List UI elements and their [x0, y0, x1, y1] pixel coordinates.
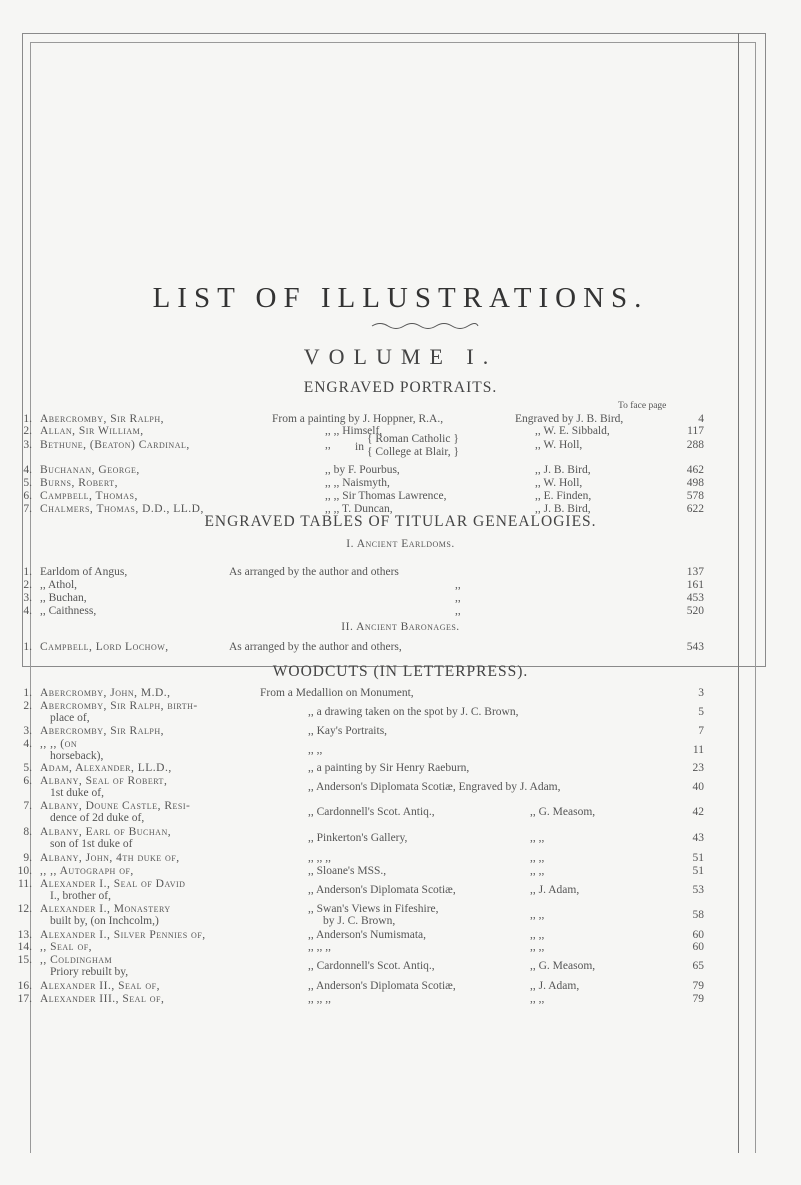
woodcut-engraver: ,, ,, [530, 865, 545, 877]
woodcut-number: 4. [23, 738, 32, 750]
woodcut-number: 10. [17, 865, 32, 877]
earldom-number: 1. [23, 566, 32, 578]
woodcut-title: Albany, Doune Castle, Resi- [40, 800, 191, 812]
portrait-source: in [355, 441, 364, 453]
woodcut-source: ,, Cardonnell's Scot. Antiq., [308, 806, 435, 818]
woodcut-number: 8. [23, 826, 32, 838]
woodcut-title: Alexander I., Silver Pennies of, [40, 929, 206, 941]
woodcut-title-cont: 1st duke of, [50, 787, 104, 799]
woodcut-engraver: ,, ,, [530, 832, 545, 844]
woodcut-number: 15. [17, 954, 32, 966]
portrait-engraver: ,, W. Holl, [535, 439, 583, 451]
woodcut-engraver: ,, J. Adam, [530, 884, 580, 896]
woodcut-page: 58 [692, 909, 704, 921]
portrait-name: Abercromby, Sir Ralph, [40, 413, 164, 425]
portrait-page: 462 [686, 464, 704, 476]
earldom-number: 2. [23, 579, 32, 591]
woodcut-number: 17. [17, 993, 32, 1005]
woodcut-page: 51 [692, 852, 704, 864]
woodcut-number: 5. [23, 762, 32, 774]
earldom-number: 3. [23, 592, 32, 604]
genealogies-heading: ENGRAVED TABLES OF TITULAR GENEALOGIES. [204, 513, 597, 530]
woodcut-page: 5 [698, 706, 704, 718]
earldom-number: 4. [23, 605, 32, 617]
woodcut-source: ,, a drawing taken on the spot by J. C. Brown, [308, 706, 519, 718]
portrait-source: From a painting by J. Hoppner, R.A., [272, 413, 444, 425]
earldom-source: ,, [455, 579, 461, 591]
earldom-source: ,, [455, 605, 461, 617]
woodcut-source: ,, Swan's Views in Fifeshire, [308, 903, 439, 915]
woodcut-number: 3. [23, 725, 32, 737]
woodcut-source: ,, Anderson's Diplomata Scotiæ, [308, 884, 456, 896]
woodcut-engraver: ,, J. Adam, [530, 980, 580, 992]
volume-heading: VOLUME I. [303, 344, 498, 369]
woodcut-title-cont: dence of 2d duke of, [50, 812, 145, 824]
woodcut-page: 3 [698, 687, 704, 699]
portrait-source: ,, ,, Sir Thomas Lawrence, [325, 490, 447, 502]
woodcut-source: ,, ,, ,, [308, 941, 331, 953]
portrait-name: Buchanan, George, [40, 464, 140, 476]
portrait-name: Campbell, Thomas, [40, 490, 138, 502]
woodcut-source-cont: by J. C. Brown, [323, 915, 396, 927]
woodcut-number: 12. [17, 903, 32, 915]
woodcut-title: Abercromby, Sir Ralph, birth- [40, 700, 198, 712]
woodcut-number: 1. [23, 687, 32, 699]
woodcut-title: Albany, Seal of Robert, [40, 775, 168, 787]
woodcut-engraver: ,, G. Measom, [530, 960, 596, 972]
portrait-number: 6. [23, 490, 32, 502]
woodcut-title: Alexander III., Seal of, [40, 993, 165, 1005]
earldom-name: ,, Buchan, [40, 592, 87, 604]
portrait-source: ,, [325, 439, 331, 451]
flourish-ornament [370, 320, 480, 332]
portrait-number: 7. [23, 503, 32, 515]
baronage-number: 1. [23, 641, 32, 653]
woodcut-number: 7. [23, 800, 32, 812]
portrait-page: 117 [687, 425, 704, 437]
earldom-source: ,, [455, 592, 461, 604]
woodcut-source: From a Medallion on Monument, [260, 687, 414, 699]
woodcut-page: 60 [692, 929, 704, 941]
portraits-heading: ENGRAVED PORTRAITS. [303, 379, 498, 396]
woodcut-page: 60 [692, 941, 704, 953]
portrait-engraver: Engraved by J. B. Bird, [515, 413, 624, 425]
earldom-page: 137 [686, 566, 704, 578]
portrait-name: Bethune, (Beaton) Cardinal, [40, 439, 190, 451]
baronage-page: 543 [686, 641, 704, 653]
portrait-engraver: ,, W. Holl, [535, 477, 583, 489]
woodcut-source: ,, Pinkerton's Gallery, [308, 832, 408, 844]
woodcut-source: ,, a painting by Sir Henry Raeburn, [308, 762, 470, 774]
woodcut-page: 65 [692, 960, 704, 972]
baronages-subheading: II. Ancient Baronages. [341, 621, 460, 633]
woodcut-title: ,, ,, (on [40, 738, 78, 750]
woodcut-page: 40 [692, 781, 704, 793]
woodcut-title-cont: son of 1st duke of [50, 838, 133, 850]
woodcut-page: 7 [698, 725, 704, 737]
woodcut-number: 2. [23, 700, 32, 712]
portrait-number: 5. [23, 477, 32, 489]
woodcut-title-cont: I., brother of, [50, 890, 111, 902]
woodcut-title: Abercromby, Sir Ralph, [40, 725, 164, 737]
woodcut-title-cont: place of, [50, 712, 90, 724]
woodcut-page: 23 [692, 762, 704, 774]
woodcut-source: ,, Kay's Portraits, [308, 725, 388, 737]
earldom-page: 520 [686, 605, 704, 617]
portrait-number: 2. [23, 425, 32, 437]
woodcut-page: 79 [692, 980, 704, 992]
woodcut-source: ,, Sloane's MSS., [308, 865, 387, 877]
woodcut-title: Alexander I., Seal of David [40, 878, 186, 890]
portrait-source: ,, ,, T. Duncan, [325, 503, 393, 515]
woodcut-title: ,, ,, Autograph of, [40, 865, 134, 877]
portrait-number: 3. [23, 439, 32, 451]
portrait-engraver: ,, J. B. Bird, [535, 464, 591, 476]
baronage-source: As arranged by the author and others, [229, 641, 402, 653]
woodcut-number: 16. [17, 980, 32, 992]
woodcut-title-cont: built by, (on Inchcolm,) [50, 915, 159, 927]
woodcut-title-cont: horseback), [50, 750, 104, 762]
woodcut-page: 43 [692, 832, 704, 844]
woodcut-title: Albany, John, 4th duke of, [40, 852, 180, 864]
woodcut-title: Alexander II., Seal of, [40, 980, 160, 992]
woodcut-source: ,, ,, [308, 744, 323, 756]
woodcut-page: 51 [692, 865, 704, 877]
to-face-page-label: To face page [618, 401, 667, 411]
woodcut-engraver: ,, G. Measom, [530, 806, 596, 818]
portrait-page: 4 [698, 413, 704, 425]
woodcut-number: 11. [18, 878, 32, 890]
portrait-engraver: ,, E. Finden, [535, 490, 592, 502]
woodcut-source: ,, Anderson's Diplomata Scotiæ, Engraved by J. Adam, [308, 781, 561, 793]
earldom-page: 161 [686, 579, 704, 591]
portrait-source: ,, by F. Pourbus, [325, 464, 400, 476]
woodcut-number: 13. [17, 929, 32, 941]
woodcut-title-cont: Priory rebuilt by, [50, 966, 129, 978]
earldoms-subheading: I. Ancient Earldoms. [346, 538, 455, 550]
portrait-engraver: ,, W. E. Sibbald, [535, 425, 610, 437]
woodcut-number: 9. [23, 852, 32, 864]
woodcut-title: ,, Seal of, [40, 941, 93, 953]
woodcut-source: ,, Anderson's Numismata, [308, 929, 427, 941]
woodcut-page: 79 [692, 993, 704, 1005]
earldom-name: ,, Caithness, [40, 605, 97, 617]
woodcut-title: Abercromby, John, M.D., [40, 687, 171, 699]
woodcut-title: Alexander I., Monastery [40, 903, 171, 915]
portrait-page: 498 [686, 477, 704, 489]
woodcut-source: ,, ,, ,, [308, 993, 331, 1005]
woodcut-engraver: ,, ,, [530, 941, 545, 953]
woodcut-engraver: ,, ,, [530, 993, 545, 1005]
portrait-source-line1: { Roman Catholic } [367, 433, 459, 445]
woodcut-page: 11 [692, 744, 704, 756]
portrait-source-line2: { College at Blair, } [367, 446, 460, 458]
portrait-page: 288 [686, 439, 704, 451]
earldom-page: 453 [686, 592, 704, 604]
woodcut-number: 14. [17, 941, 32, 953]
woodcut-title: Albany, Earl of Buchan, [40, 826, 172, 838]
right-rule [738, 33, 739, 1153]
portrait-engraver: ,, J. B. Bird, [535, 503, 591, 515]
portrait-source: ,, ,, Himself, [325, 425, 383, 437]
woodcut-number: 6. [23, 775, 32, 787]
woodcut-engraver: ,, ,, [530, 852, 545, 864]
earldom-name: ,, Athol, [40, 579, 78, 591]
portrait-name: Burns, Robert, [40, 477, 119, 489]
woodcut-title: ,, Coldingham [40, 954, 113, 966]
portrait-name: Chalmers, Thomas, D.D., LL.D, [40, 503, 204, 515]
woodcut-engraver: ,, ,, [530, 909, 545, 921]
portrait-number: 4. [23, 464, 32, 476]
woodcuts-heading: WOODCUTS (IN LETTERPRESS). [272, 663, 529, 680]
woodcut-source: ,, Cardonnell's Scot. Antiq., [308, 960, 435, 972]
earldom-source: As arranged by the author and others [229, 566, 399, 578]
portrait-number: 1. [23, 413, 32, 425]
portrait-source: ,, ,, Naismyth, [325, 477, 390, 489]
woodcut-title: Adam, Alexander, LL.D., [40, 762, 172, 774]
woodcut-engraver: ,, ,, [530, 929, 545, 941]
baronage-name: Campbell, Lord Lochow, [40, 641, 169, 653]
portrait-page: 578 [686, 490, 704, 502]
woodcut-source: ,, ,, ,, [308, 852, 331, 864]
earldom-name: Earldom of Angus, [40, 566, 128, 578]
woodcut-page: 53 [692, 884, 704, 896]
portrait-page: 622 [686, 503, 704, 515]
woodcut-page: 42 [692, 806, 704, 818]
portrait-name: Allan, Sir William, [40, 425, 144, 437]
page-title: LIST OF ILLUSTRATIONS. [152, 282, 649, 314]
woodcut-source: ,, Anderson's Diplomata Scotiæ, [308, 980, 456, 992]
